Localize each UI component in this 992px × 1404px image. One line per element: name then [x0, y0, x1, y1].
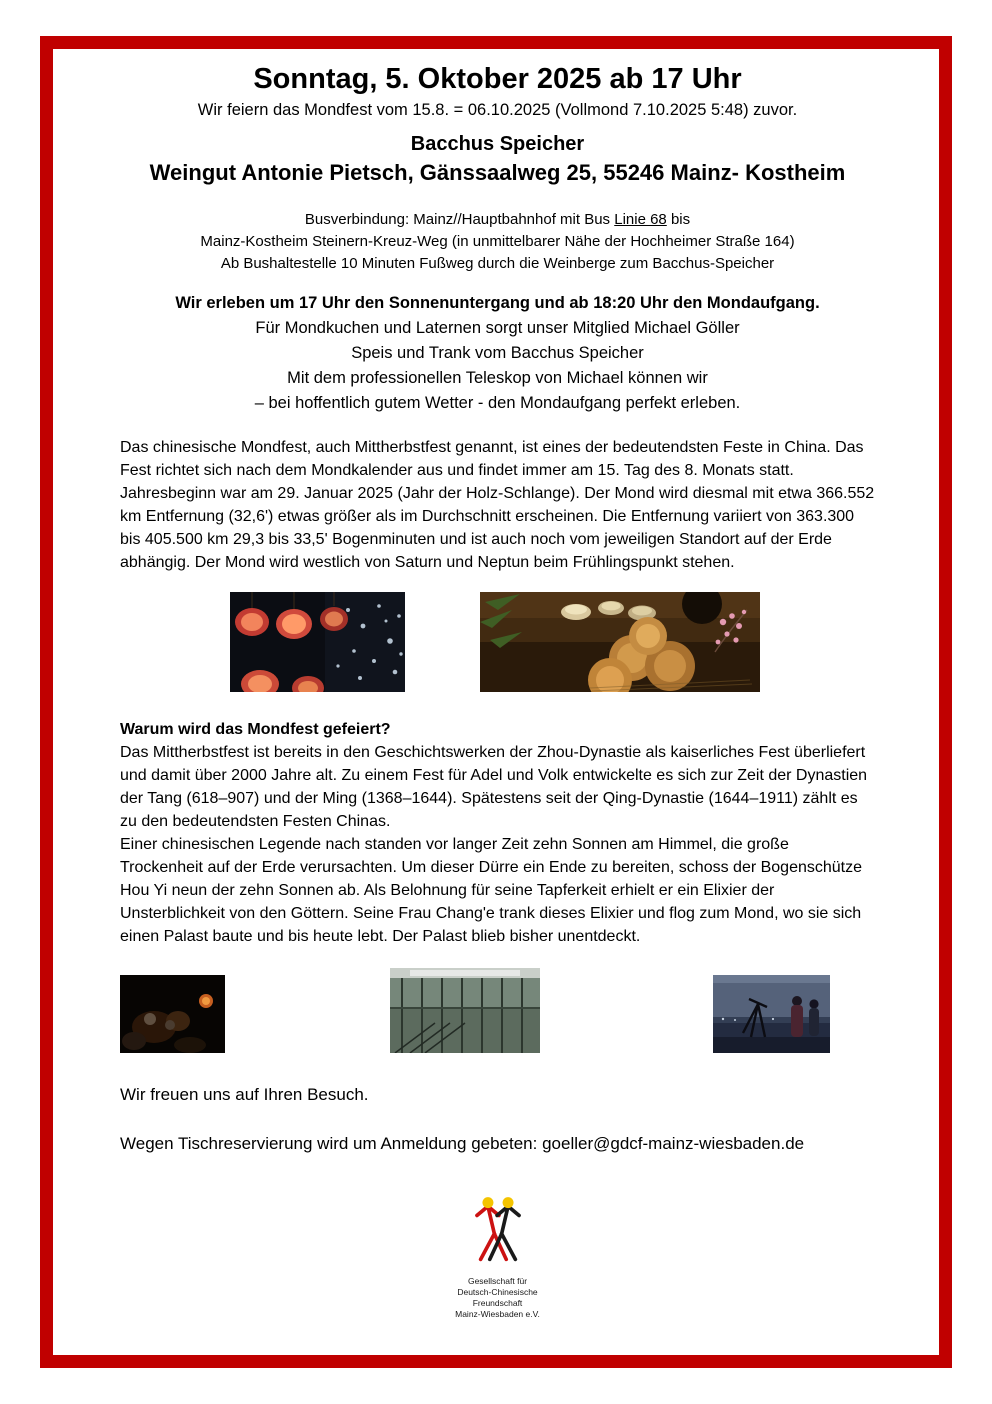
why-paragraph-2: Einer chinesischen Legende nach standen vor langer Zeit zehn Sonnen am Himmel, die große Trockenheit auf der Erde verursachten. Um dieser Dürre ein Ende zu bereiten, schoss der Bogenschütze Hou Yi neun der zehn Sonnen ab. Als Belohnung für seine Tapferkeit erhielt er ein Elixier der Unsterblichkeit von den Göttern. Seine Frau Chang'e trank dieses Elixier und flog zum Mond, wo sie sich einen Palast baute und bis heute lebt. Der Palast blieb bisher unentdeckt.	[120, 836, 863, 945]
venue-name: Bacchus Speicher	[410, 133, 585, 155]
why-section	[120, 718, 875, 948]
transport-line-3: Ab Bushaltestelle 10 Minuten Fußweg durch die Weinberge zum Bacchus-Speicher	[220, 255, 775, 272]
venue-address: Weingut Antonie Pietsch, Gänssaalweg 25, 55246 Mainz- Kostheim	[149, 160, 846, 185]
photo-red-lanterns	[230, 592, 405, 692]
transport-line-1	[120, 209, 875, 231]
org-name-line-1: Gesellschaft für	[467, 1276, 528, 1286]
mooncakes-image-graphic	[480, 592, 760, 692]
flyer-content	[53, 49, 939, 1320]
reservation-text: Wegen Tischreservierung wird um Anmeldung gebeten:	[120, 1134, 543, 1153]
venue-building-graphic	[390, 968, 540, 1053]
org-name	[120, 1276, 875, 1320]
org-name-line-2: Deutsch-Chinesische	[457, 1287, 538, 1297]
org-logo-block	[120, 1195, 875, 1320]
night-celebration-graphic	[120, 975, 225, 1053]
photo-night-celebration	[120, 975, 225, 1053]
photo-row-2	[120, 968, 875, 1053]
bus-line-68-link[interactable]: Linie 68	[614, 211, 667, 228]
program-line-food: Speis und Trank vom Bacchus Speicher	[351, 344, 644, 362]
transport-info	[120, 209, 875, 275]
event-title: Sonntag, 5. Oktober 2025 ab 17 Uhr	[253, 63, 742, 95]
program-headline: Wir erleben um 17 Uhr den Sonnenuntergang und ab 18:20 Uhr den Mondaufgang.	[175, 294, 820, 312]
org-name-line-3: Freundschaft	[472, 1298, 523, 1308]
telescope-dusk-graphic	[713, 975, 830, 1053]
why-paragraph-1: Das Mittherbstfest ist bereits in den Geschichtswerken der Zhou-Dynastie als kaiserliches Fest überliefert und damit über 2000 Jahre alt. Zu einem Fest für Adel und Volk entwickelte es sich zur Zeit der Dynastien der Tang (618–907) und der Ming (1368–1644). Spätestens seit der Qing-Dynastie (1644–1911) zählt es zu den bedeutendsten Festen Chinas.	[120, 744, 868, 830]
org-name-line-4: Mainz-Wiesbaden e.V.	[455, 1309, 540, 1319]
visit-note: Wir freuen uns auf Ihren Besuch.	[120, 1085, 369, 1104]
transport-line-1-prefix: Busverbindung: Mainz//Hauptbahnhof mit Bus	[304, 211, 615, 228]
photo-mooncakes-tea	[480, 592, 760, 692]
photo-telescope-dusk	[713, 975, 830, 1053]
photo-row-1	[120, 592, 875, 692]
reservation-email[interactable]: goeller@gdcf-mainz-wiesbaden.de	[542, 1134, 805, 1153]
program-line-weather: – bei hoffentlich gutem Wetter - den Mondaufgang perfekt erleben.	[254, 394, 741, 412]
program-line-telescope: Mit dem professionellen Teleskop von Michael können wir	[287, 369, 708, 387]
lanterns-image-graphic	[230, 592, 405, 692]
program-line-mooncakes: Für Mondkuchen und Laternen sorgt unser Mitglied Michael Göller	[255, 319, 740, 337]
transport-line-1-suffix: bis	[666, 211, 691, 228]
transport-line-2: Mainz-Kostheim Steinern-Kreuz-Weg (in unmittelbarer Nähe der Hochheimer Straße 164)	[200, 233, 795, 250]
event-subtitle: Wir feiern das Mondfest vom 15.8. = 06.10.2025 (Vollmond 7.10.2025 5:48) zuvor.	[197, 101, 798, 119]
program-info	[120, 291, 875, 416]
gdcf-logo	[466, 1195, 530, 1267]
reservation-note	[120, 1132, 875, 1155]
photo-venue-building	[390, 968, 540, 1053]
why-heading: Warum wird das Mondfest gefeiert?	[120, 721, 391, 738]
intro-paragraph: Das chinesische Mondfest, auch Mittherbstfest genannt, ist eines der bedeutendsten Feste in China. Das Fest richtet sich nach dem Mondkalender aus und findet immer am 15. Tag des 8. Monats statt. Jahresbeginn war am 29. Januar 2025 (Jahr der Holz-Schlange). Der Mond wird diesmal mit etwa 366.552 km Entfernung (32,6') etwas größer als im Durchschnitt erscheinen. Die Entfernung variiert von 363.300 bis 405.500 km 29,3 bis 33,5' Bogenminuten und ist auch noch vom jeweiligen Standort auf der Erde abhängig. Der Mond wird westlich von Saturn und Neptun beim Frühlingspunkt stehen.	[120, 439, 875, 571]
